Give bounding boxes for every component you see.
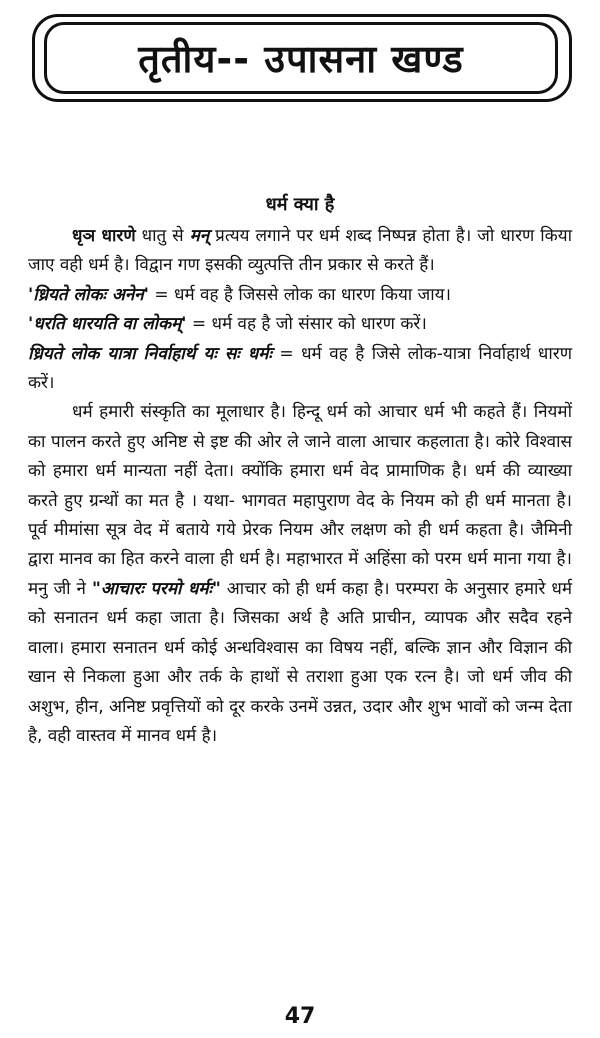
chapter-title: तृतीय-- उपासना खण्ड — [138, 37, 464, 81]
section-heading: धर्म क्या है — [265, 194, 335, 215]
definition-text: = धर्म वह है जो संसार को धारण करें। — [186, 314, 427, 335]
paragraph-text: धर्म हमारी संस्कृति का मूलाधार है। हिन्दू धर्म को आचार धर्म भी कहते हैं। नियमों का पालन करते हुए अनिष्ट से इष्ट की ओर ले जाने वाला आचार कहलाता है। कोरे विश्वास को हमारा धर्म मान्यता नहीं देता। क्योंकि हमारा धर्म वेद प्रामाणिक है। धर्म की व्याख्या करते हुए ग्रन्थों का मत है । यथा- भागवत महापुराण वेद के नियम को ही धर्म मानता है। पूर्व मीमांसा सूत्र वेद में बताये गये प्रेरक नियम और लक्षण को ही धर्म कहता है। जैमिनी द्वारा मानव का हित करने वाला ही धर्म है। महाभारत में अहिंसा को परम धर्म माना गया है। मनु जी ने — [28, 402, 572, 599]
paragraph-dharma-culture — [28, 398, 572, 751]
sanskrit-quote: 'धरति धारयति वा लोकम्' — [28, 314, 187, 335]
definition-text: = धर्म वह है जिसे लोक-यात्रा निर्वाहार्थ धारण करें। — [28, 343, 572, 394]
paragraph-text: प्रत्यय लगाने पर धर्म शब्द निष्पन्न होता है। जो धारण किया जाए वही धर्म है। विद्वान गण इसकी व्युत्पत्ति तीन प्रकार से करते हैं। — [28, 226, 573, 276]
definition-text: = धर्म वह है जिससे लोक का धारण किया जाय। — [148, 284, 451, 305]
page-body — [28, 190, 572, 751]
paragraph-text: धातु से — [135, 226, 190, 246]
paragraph-dharma-etymology — [28, 222, 572, 281]
sanskrit-quote: ध्रियते लोक यात्रा निर्वाहार्थ यः सः धर्मः — [28, 343, 272, 364]
sanskrit-quote: 'ध्रियते लोकः अनेन' — [28, 284, 149, 305]
page-number: 47 — [284, 1004, 316, 1029]
definition-line-2 — [28, 310, 572, 339]
title-banner — [44, 22, 558, 94]
root-term: धृञ धारणे — [72, 226, 136, 246]
paragraph-text: आचार को ही धर्म कहा है। परम्परा के अनुसार हमारे धर्म को सनातन धर्म कहा जाता है। जिसका अर्थ है अति प्राचीन, व्यापक और सदैव रहने वाला। हमारा सनातन धर्म कोई अन्धविश्वास का विषय नहीं, बल्कि ज्ञान और विज्ञान की खान से निकला हुआ और तर्क के हाथों से तराशा हुआ एक रत्न है। जो धर्म जीव की अशुभ, हीन, अनिष्ट प्रवृत्तियों को दूर करके उनमें उन्नत, उदार और शुभ भावों को जन्म देता है, वही वास्तव में मानव धर्म है। — [28, 578, 572, 746]
suffix-term: मन् — [189, 226, 210, 246]
definition-line-3 — [28, 340, 572, 399]
definition-line-1 — [28, 281, 572, 310]
sanskrit-quote: "आचारः परमो धर्मः" — [91, 578, 221, 599]
